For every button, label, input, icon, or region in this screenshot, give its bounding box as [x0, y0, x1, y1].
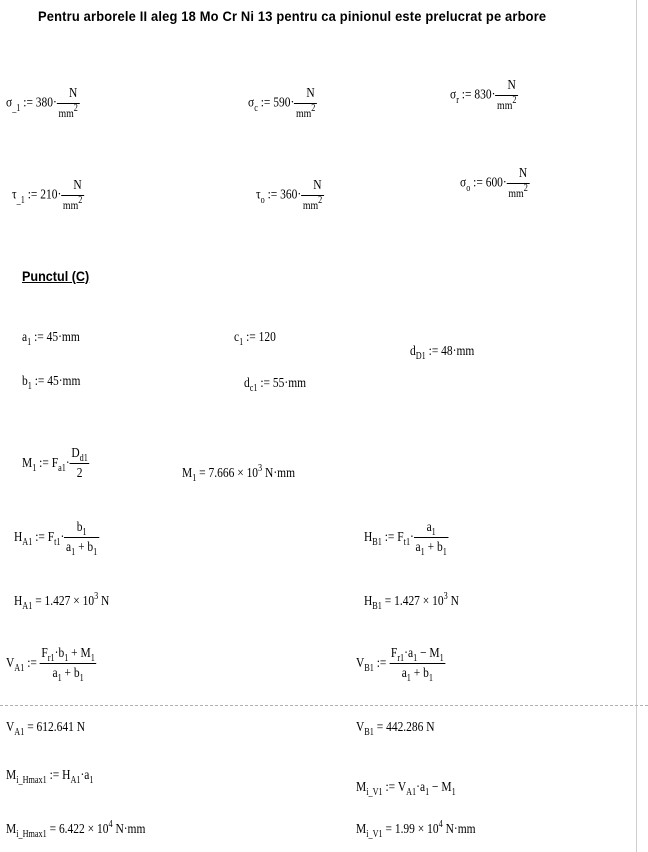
- eq-HA1-result: $H_{A1} = 1.427 \times 10^3$ N: [14, 591, 110, 612]
- eq-VA1-def: $V_{A1}$ := $\frac{F_{r1}\cdot b_1 + M_1}{a_1 + b_1}$: [6, 646, 95, 684]
- eq-VB1-def: $V_{B1}$ := $\frac{F_{r1}\cdot a_1 - M_1}{a_1 + b_1}$: [356, 646, 444, 684]
- eq-sigma-minus1: $\sigma_{\_1}$ := 380· $\frac{N}{mm^2}$: [6, 86, 78, 120]
- right-margin-line: [636, 0, 637, 852]
- eq-dc1: $d_{c1}$ := 55·mm: [244, 376, 307, 394]
- eq-c1: $c_1$ := 120: [234, 330, 276, 348]
- eq-a1: $a_1$ := 45·mm: [22, 330, 80, 348]
- eq-tau-minus1: $\tau_{\_1}$ := 210· $\frac{N}{mm^2}$: [12, 178, 83, 212]
- eq-MiH-def: $M_{i\_Hmax1}$ := $H_{A1}\cdot a_1$: [6, 768, 94, 786]
- eq-HB1-result: $H_{B1} = 1.427 \times 10^3$ N: [364, 591, 459, 612]
- eq-VB1-result: $V_{B1} = 442.286$ N: [356, 720, 435, 738]
- eq-dD1: $d_{D1}$ := 48·mm: [410, 344, 475, 362]
- eq-M1-def: $M_1$ := $F_{a1}\cdot$ $\frac{D_{d1}}{2}$: [22, 446, 88, 481]
- eq-MiV-result: $M_{i\_V1} = 1.99 \times 10^4$ N·mm: [356, 819, 476, 840]
- eq-b1: $b_1$ := 45·mm: [22, 374, 81, 392]
- eq-tau-o: $\tau_o$ := 360· $\frac{N}{mm^2}$: [256, 178, 323, 212]
- eq-VA1-result: $V_{A1} = 612.641$ N: [6, 720, 86, 738]
- eq-M1-result: $M_1 = 7.666 \times 10^3$ N·mm: [182, 463, 296, 484]
- page-break-line: [0, 705, 648, 706]
- eq-sigma-r: $\sigma_r$ := 830· $\frac{N}{mm^2}$: [450, 78, 517, 112]
- eq-sigma-o: $\sigma_o$ := 600· $\frac{N}{mm^2}$: [460, 166, 528, 200]
- eq-MiV-def: $M_{i\_V1}$ := $V_{A1}\cdot a_1 - M_1$: [356, 780, 456, 798]
- eq-sigma-c: $\sigma_c$ := 590· $\frac{N}{mm^2}$: [248, 86, 316, 120]
- section-heading: Punctul (C): [22, 268, 90, 284]
- eq-HA1-def: $H_{A1}$ := $F_{t1}\cdot$ $\frac{b_1}{a_1 + b_1}$: [14, 520, 98, 558]
- eq-HB1-def: $H_{B1}$ := $F_{t1}\cdot$ $\frac{a_1}{a_1 + b_1}$: [364, 520, 447, 558]
- eq-MiH-result: $M_{i\_Hmax1} = 6.422 \times 10^4$ N·mm: [6, 819, 146, 840]
- page-title: Pentru arborele II aleg 18 Mo Cr Ni 13 pentru ca pinionul este prelucrat pe arbore: [38, 8, 547, 24]
